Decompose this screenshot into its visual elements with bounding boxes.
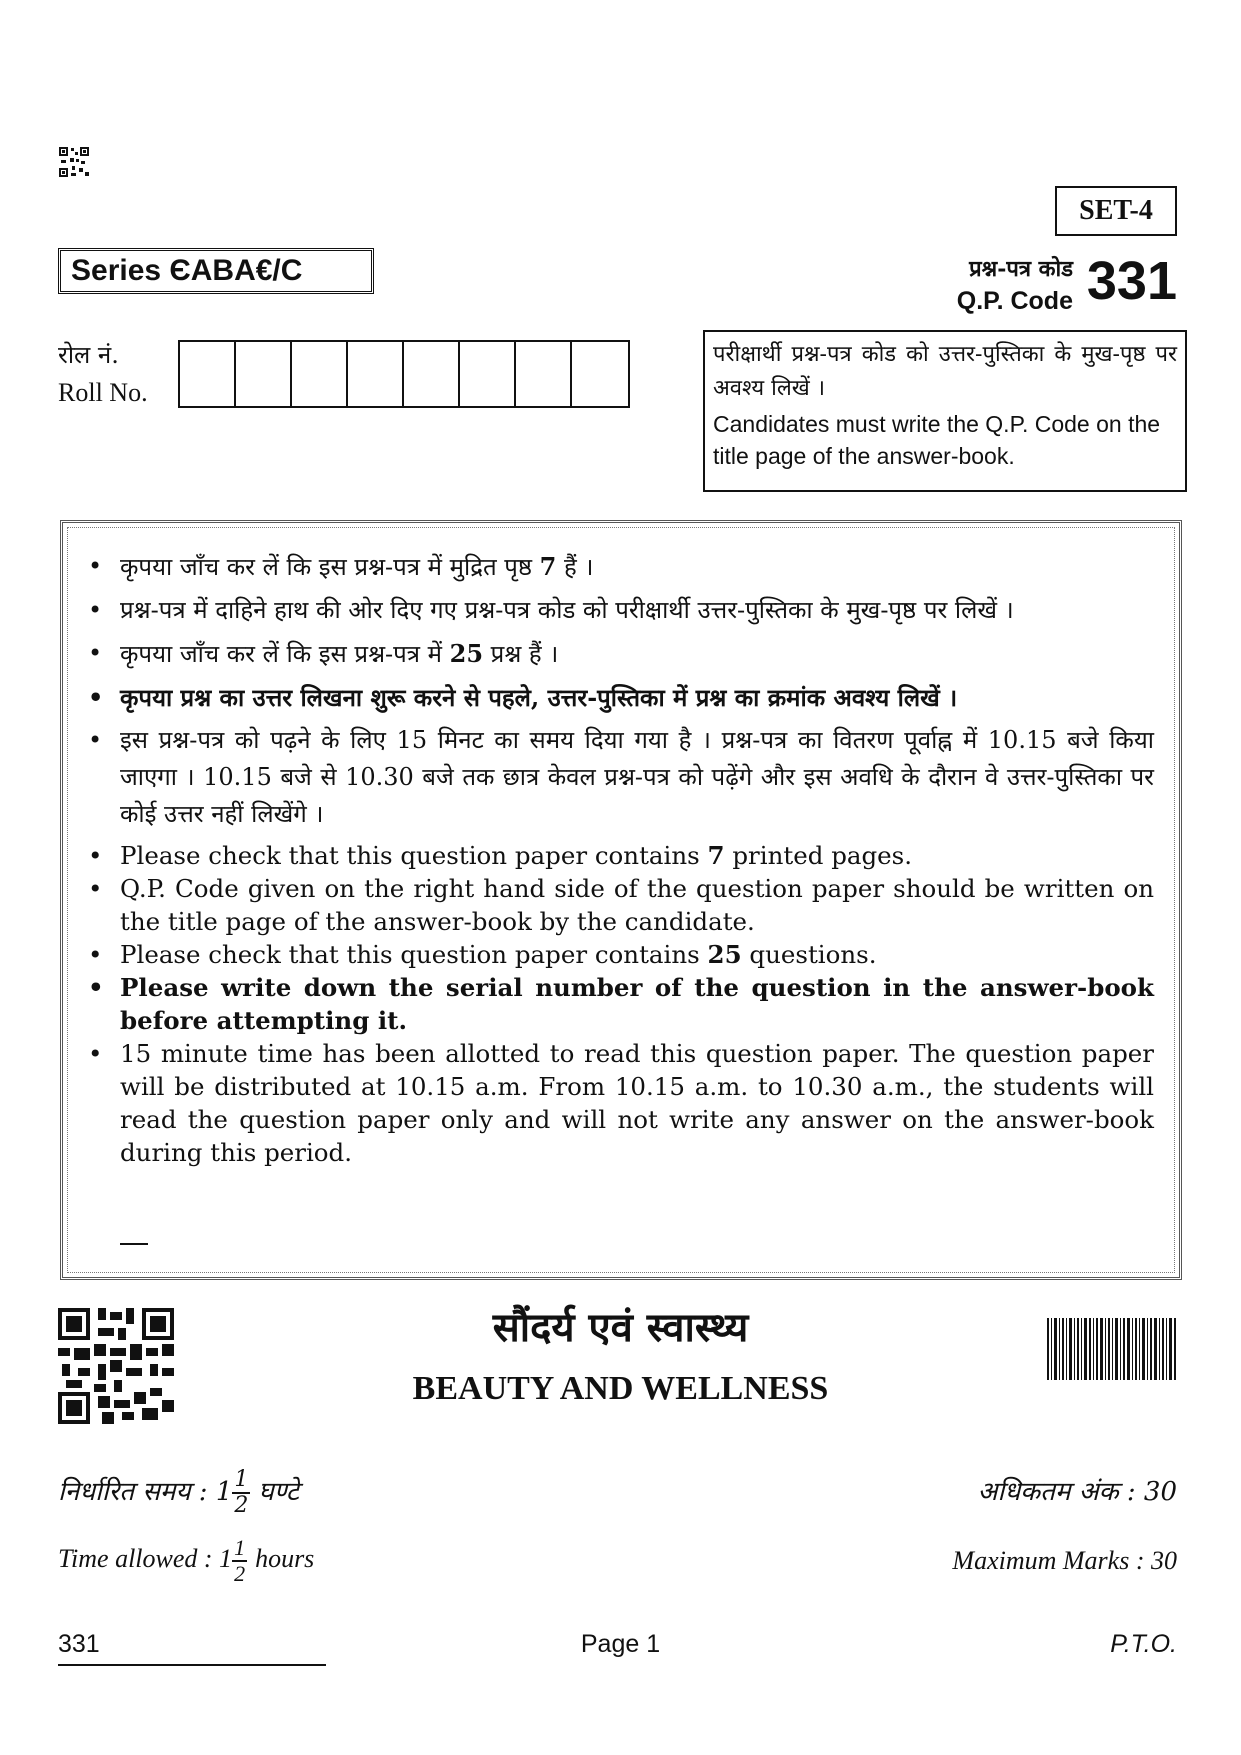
instruction-item: • कृपया जाँच कर लें कि इस प्रश्न-पत्र में 25 प्रश्न हैं । bbox=[84, 635, 1154, 673]
fraction: $\frac{1}{2}$ bbox=[234, 1535, 246, 1586]
roll-number-box[interactable] bbox=[404, 342, 460, 406]
instruction-item: • Q.P. Code given on the right hand side of the question paper should be written on the title page of the answer-book by the candidate. bbox=[84, 872, 1154, 938]
instruction-item: • 15 minute time has been allotted to read this question paper. The question paper will be distributed at 10.15 a.m. From 10.15 a.m. to 10.30 a.m., the students will read the question paper only and will not write any answer on the answer-book during this period. bbox=[84, 1037, 1154, 1169]
page-number: Page 1 bbox=[580, 1630, 661, 1658]
maximum-marks-hindi: अधिकतम अंक : 30 bbox=[977, 1477, 1177, 1507]
roll-number-box[interactable] bbox=[348, 342, 404, 406]
roll-number-box[interactable] bbox=[236, 342, 292, 406]
footer-code: 331 bbox=[58, 1630, 100, 1658]
qp-code-note-hindi: परीक्षार्थी प्रश्न-पत्र कोड को उत्तर-पुस्तिका के मुख-पृष्ठ पर अवश्य लिखें । bbox=[713, 342, 1177, 401]
qp-code-label-hindi: प्रश्न-पत्र कोड bbox=[969, 256, 1073, 282]
footer-divider bbox=[58, 1664, 326, 1666]
roll-number-box[interactable] bbox=[180, 342, 236, 406]
instruction-item: • Please check that this question paper contains 7 printed pages. bbox=[84, 839, 1154, 872]
instruction-item: • कृपया प्रश्न का उत्तर लिखना शुरू करने से पहले, उत्तर-पुस्तिका में प्रश्न का क्रमांक अवश्य लिखें । bbox=[84, 679, 1154, 716]
instructions bbox=[84, 548, 1154, 1169]
roll-number-box[interactable] bbox=[572, 342, 628, 406]
instruction-item: • Please check that this question paper contains 25 questions. bbox=[84, 938, 1154, 971]
time-allowed: Time allowed : 1 $\frac{1}{2}$ hours bbox=[58, 1535, 315, 1586]
qp-code-number: 331 bbox=[1086, 251, 1177, 311]
please-turn-over: P.T.O. bbox=[1110, 1630, 1177, 1658]
series-label: Series ЄABA€/C bbox=[58, 248, 374, 294]
roll-number-box[interactable] bbox=[292, 342, 348, 406]
barcode-icon bbox=[1047, 1318, 1177, 1380]
roll-number-label-hindi: रोल नं. bbox=[58, 341, 119, 369]
instruction-item: • इस प्रश्न-पत्र को पढ़ने के लिए 15 मिनट का समय दिया गया है । प्रश्न-पत्र का वितरण पूर्वाह्न में 10.15 बजे किया जाएगा । 10.15 बजे से 10.30 बजे तक छात्र केवल प्रश्न-पत्र को पढ़ेंगे और इस अवधि के दौरान वे उत्तर-पुस्तिका पर कोई उत्तर नहीं लिखेंगे । bbox=[84, 722, 1154, 833]
subject-title: BEAUTY AND WELLNESS bbox=[412, 1370, 829, 1407]
roll-number-box[interactable] bbox=[516, 342, 572, 406]
roll-number-box[interactable] bbox=[460, 342, 516, 406]
fraction: $\frac{1}{2}$ bbox=[234, 1467, 249, 1518]
roll-number-label: Roll No. bbox=[58, 378, 148, 407]
instruction-item: • कृपया जाँच कर लें कि इस प्रश्न-पत्र में मुद्रित पृष्ठ 7 हैं । bbox=[84, 548, 1154, 586]
underline-mark bbox=[120, 1243, 148, 1245]
instruction-item: • प्रश्न-पत्र में दाहिने हाथ की ओर दिए गए प्रश्न-पत्र कोड को परीक्षार्थी उत्तर-पुस्तिका के मुख-पृष्ठ पर लिखें । bbox=[84, 592, 1154, 629]
qp-code-note: Candidates must write the Q.P. Code on the title page of the answer-book. bbox=[713, 411, 1161, 469]
qp-code-note-box bbox=[703, 330, 1187, 492]
maximum-marks: Maximum Marks : 30 bbox=[952, 1546, 1177, 1575]
instructions-hindi bbox=[84, 548, 1154, 833]
set-label: SET-4 bbox=[1055, 186, 1177, 236]
time-allowed-hindi: निर्धारित समय : 1 $\frac{1}{2}$ घण्टे bbox=[58, 1467, 299, 1518]
subject-title-hindi: सौंदर्य एवं स्वास्थ्य bbox=[492, 1304, 749, 1351]
instructions-english bbox=[84, 839, 1154, 1169]
qp-code-label: Q.P. Code bbox=[956, 287, 1073, 315]
roll-number-boxes[interactable] bbox=[178, 340, 630, 408]
small-qr-code-icon bbox=[58, 146, 90, 178]
instruction-item: • Please write down the serial number of the question in the answer-book before attempting it. bbox=[84, 971, 1154, 1037]
